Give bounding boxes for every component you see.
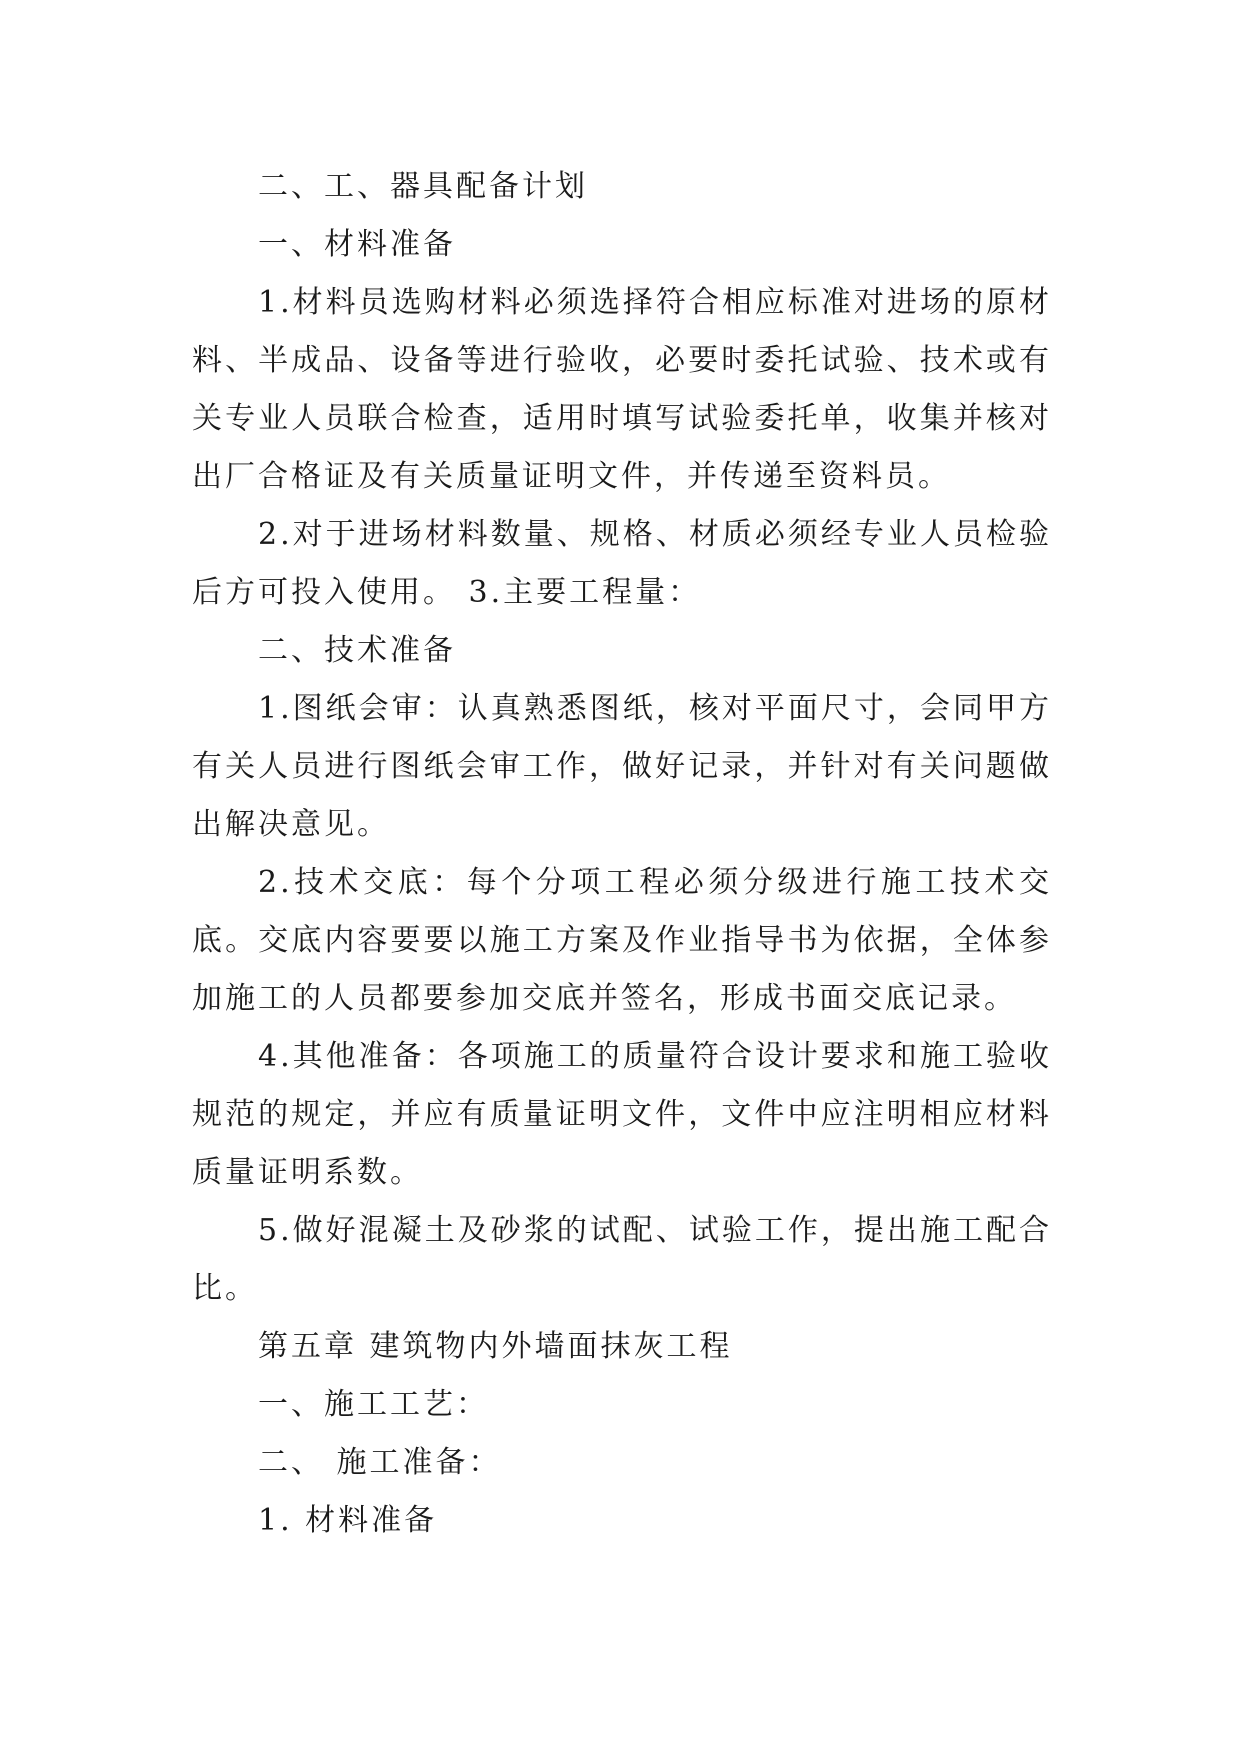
paragraph-drawing-review: 1.图纸会审：认真熟悉图纸，核对平面尺寸，会同甲方有关人员进行图纸会审工作，做好记录，并针对有关问题做出解决意见。	[192, 691, 1052, 842]
subsection-heading-material-prep-2: 1. 材料准备	[258, 1503, 438, 1538]
subsection-heading-process: 一、施工工艺：	[258, 1387, 489, 1422]
paragraph-other-prep: 4.其他准备：各项施工的质量符合设计要求和施工验收规范的规定，并应有质量证明文件，文件中应注明相应材料质量证明系数。	[192, 1039, 1052, 1190]
chapter-heading-plastering: 第五章 建筑物内外墙面抹灰工程	[258, 1329, 733, 1364]
subsection-heading-construction-prep: 二、 施工准备：	[258, 1445, 502, 1480]
paragraph-item-1: 1.材料员选购材料必须选择符合相应标准对进场的原材料、半成品、设备等进行验收，必要时委托试验、技术或有关专业人员联合检查，适用时填写试验委托单，收集并核对出厂合格证及有关质量证明文件，并传递至资料员。	[192, 285, 1052, 494]
section-heading-tools-plan: 二、工、器具配备计划	[258, 169, 588, 204]
paragraph-mix-trial: 5.做好混凝土及砂浆的试配、试验工作，提出施工配合比。	[192, 1213, 1052, 1306]
subsection-heading-material-prep: 一、材料准备	[258, 227, 456, 262]
paragraph-item-2: 2.对于进场材料数量、规格、材质必须经专业人员检验后方可投入使用。 3.主要工程量：	[192, 517, 1052, 610]
subsection-heading-tech-prep: 二、技术准备	[258, 633, 456, 668]
document-body	[192, 158, 1052, 1550]
paragraph-tech-briefing: 2.技术交底：每个分项工程必须分级进行施工技术交底。交底内容要要以施工方案及作业指导书为依据，全体参加施工的人员都要参加交底并签名，形成书面交底记录。	[192, 865, 1052, 1016]
